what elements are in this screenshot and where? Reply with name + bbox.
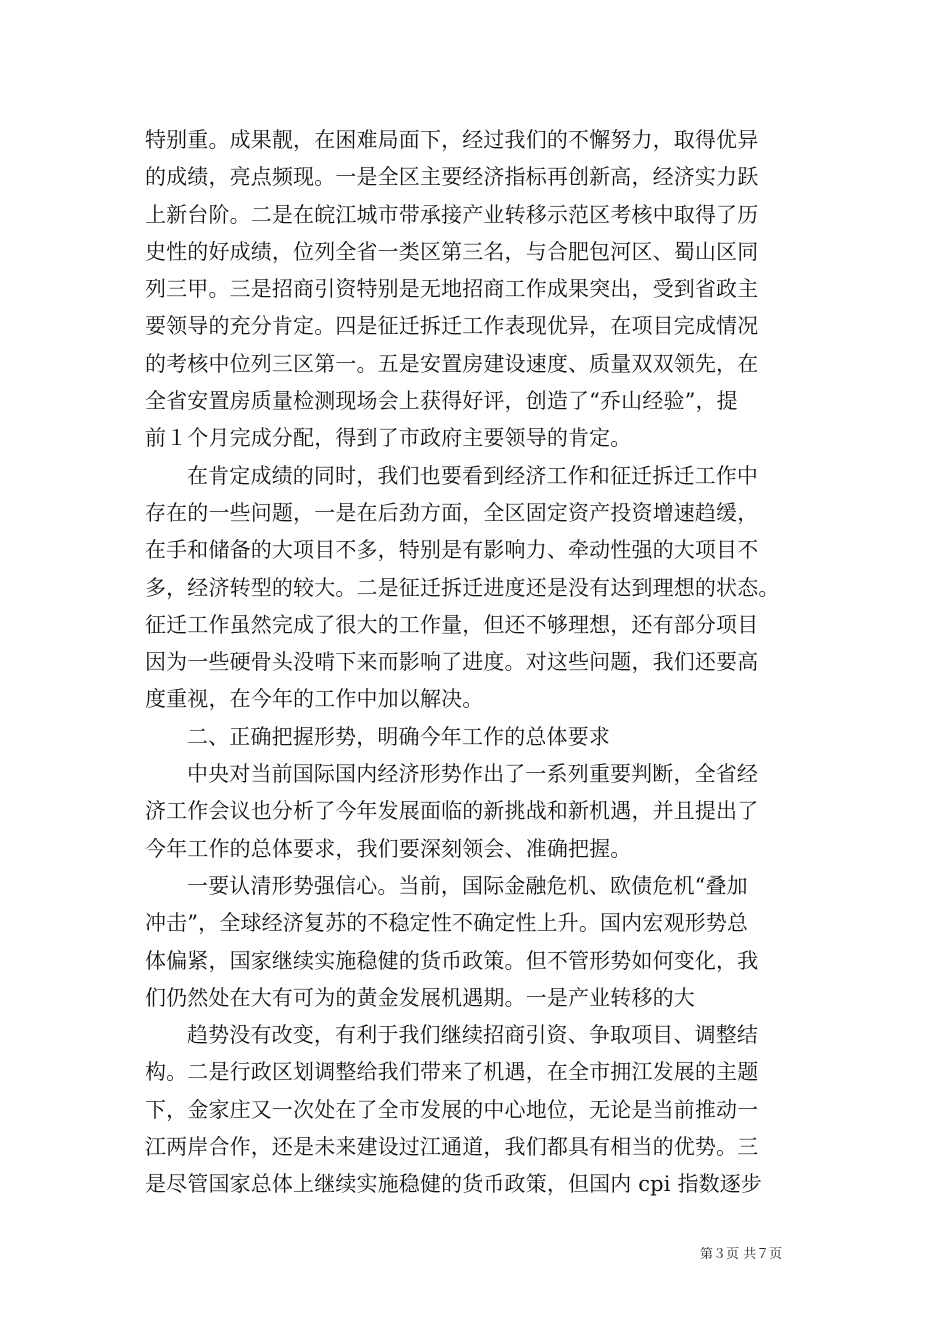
text-line: 前１个月完成分配，得到了市政府主要领导的肯定。: [145, 426, 632, 451]
text-line: 因为一些硬骨头没啃下来而影响了进度。对这些问题，我们还要高: [145, 650, 759, 675]
text-line: 的考核中位列三区第一。五是安置房建设速度、质量双双领先，在: [145, 351, 759, 376]
text-line: 要领导的充分肯定。四是征迁拆迁工作表现优异，在项目完成情况: [145, 314, 759, 339]
page-number: 第３页 共７页: [700, 1247, 783, 1262]
text-line: 列三甲。三是招商引资特别是无地招商工作成果突出，受到省政主: [145, 277, 759, 302]
paragraph-first-line: 中央对当前国际国内经济形势作出了一系列重要判断，全省经: [187, 762, 759, 787]
text-line: 存在的一些问题，一是在后劲方面，全区固定资产投资增速趋缓，: [145, 500, 759, 525]
text-line: 史性的好成绩，位列全省一类区第三名，与合肥包河区、蜀山区同: [145, 239, 759, 264]
text-line: 特别重。成果靓，在困难局面下，经过我们的不懈努力，取得优异: [145, 128, 759, 152]
text-line: 度重视，在今年的工作中加以解决。: [145, 687, 484, 712]
paragraph-first-line: 一要认清形势强信心。当前，国际金融危机、欧债危机“叠加: [187, 873, 748, 898]
text-line: 济工作会议也分析了今年发展面临的新挑战和新机遇，并且提出了: [145, 799, 759, 824]
text-line: 全省安置房质量检测现场会上获得好评，创造了“乔山经验”，提: [145, 389, 738, 414]
text-line: 今年工作的总体要求，我们要深刻领会、准确把握。: [145, 836, 632, 861]
text-line: 下，金家庄又一次处在了全市发展的中心地位，无论是当前推动一: [145, 1097, 759, 1122]
text-line: 们仍然处在大有可为的黄金发展机遇期。一是产业转移的大: [145, 985, 695, 1010]
text-line: 多，经济转型的较大。二是征迁拆迁进度还是没有达到理想的状态。: [145, 575, 780, 600]
text-line: 上新台阶。二是在皖江城市带承接产业转移示范区考核中取得了历: [145, 202, 759, 227]
paragraph-first-line: 在肯定成绩的同时，我们也要看到经济工作和征迁拆迁工作中: [187, 463, 759, 488]
text-line: 江两岸合作，还是未来建设过江通道，我们都具有相当的优势。三: [145, 1135, 759, 1160]
text-line: 的成绩，亮点频现。一是全区主要经济指标再创新高，经济实力跃: [145, 165, 759, 190]
text-line: 在手和储备的大项目不多，特别是有影响力、牵动性强的大项目不: [145, 538, 759, 563]
paragraph-first-line: 趋势没有改变，有利于我们继续招商引资、争取项目、调整结: [187, 1023, 759, 1048]
text-line: 构。二是行政区划调整给我们带来了机遇，在全市拥江发展的主题: [145, 1060, 759, 1085]
section-heading: 二、正确把握形势，明确今年工作的总体要求: [187, 724, 610, 749]
text-line: 体偏紧，国家继续实施稳健的货币政策。但不管形势如何变化，我: [145, 948, 759, 973]
document-body: [145, 122, 805, 1204]
text-line: 是尽管国家总体上继续实施稳健的货币政策，但国内 cpi 指数逐步: [145, 1172, 763, 1197]
text-line: 征迁工作虽然完成了很大的工作量，但还不够理想，还有部分项目: [145, 612, 759, 637]
text-line: 冲击”，全球经济复苏的不稳定性不确定性上升。国内宏观形势总: [145, 911, 749, 936]
